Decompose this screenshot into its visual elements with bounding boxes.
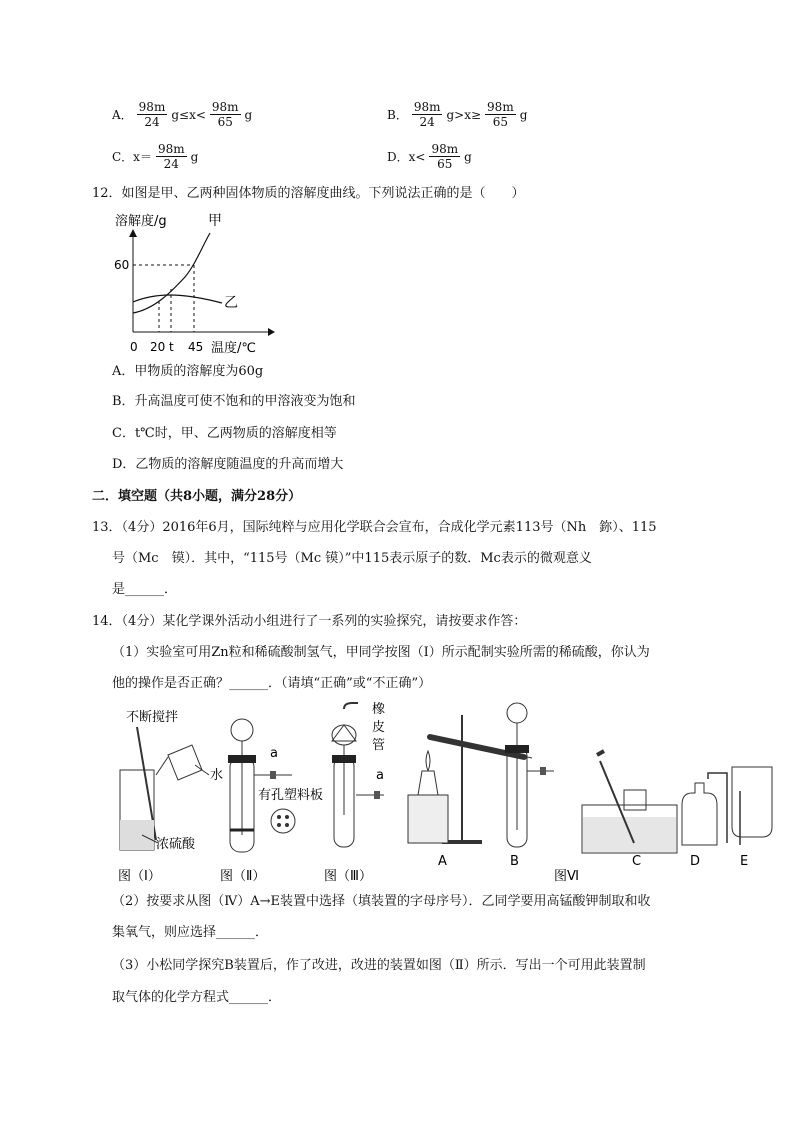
x-tick-0: 0 xyxy=(130,340,138,354)
label-yi: 乙 xyxy=(224,295,238,311)
option-label: B． xyxy=(387,108,408,122)
hole xyxy=(277,823,281,827)
pouring-beaker xyxy=(168,745,202,780)
q12-option-a: A．甲物质的溶解度为60g xyxy=(112,364,264,379)
label-stirring: 不断搅拌 xyxy=(126,710,179,725)
hole xyxy=(285,815,289,819)
y-axis-arrow xyxy=(129,229,137,237)
x-tick-45: 45 xyxy=(188,340,204,354)
x-tick-20: 20 xyxy=(150,340,166,354)
rubber-tube xyxy=(344,703,358,709)
x-axis-arrow xyxy=(268,328,275,336)
flame xyxy=(426,751,430,771)
denominator: 24 xyxy=(419,115,435,129)
option-text: g≤x< xyxy=(171,107,206,122)
q14-line3: 他的操作是否正确？______．（请填“正确”或“不正确”） xyxy=(112,676,432,691)
numerator: 98m xyxy=(487,100,514,114)
clamp-valve-3 xyxy=(374,791,380,799)
tube-end-c xyxy=(597,751,604,755)
option-label: A． xyxy=(112,108,133,122)
section-heading: 二．填空题（共8小题，满分28分） xyxy=(92,489,302,504)
gas-bottle-d xyxy=(682,783,717,845)
fig-3-sep-funnel xyxy=(324,701,385,884)
q12-stem: 12．如图是甲、乙两种固体物质的溶解度曲线。下列说法正确的是（ ） xyxy=(92,186,525,201)
pour-stream xyxy=(156,757,168,775)
fraction xyxy=(485,100,516,129)
label-jia: 甲 xyxy=(208,213,222,229)
apparatus-a xyxy=(408,715,532,869)
caption-e: E xyxy=(740,854,749,869)
hole xyxy=(285,823,289,827)
label-rubber-2: 皮 xyxy=(372,720,386,735)
q13-line3: 是______． xyxy=(112,582,178,597)
option-text: g xyxy=(519,107,528,122)
leader-water xyxy=(195,765,209,775)
q11-option-d xyxy=(387,142,472,171)
apparatus-b xyxy=(505,703,554,869)
q11-option-c xyxy=(112,142,198,171)
numerator: 98m xyxy=(431,142,459,156)
q13-line1: 13．（4分）2016年6月，国际纯粹与应用化学联合会宣布，合成化学元素113号（Nh 鉨）、115 xyxy=(92,520,657,535)
stopper-3 xyxy=(332,755,356,763)
stopper xyxy=(228,755,256,763)
apparatus-e xyxy=(732,767,772,869)
hole xyxy=(277,815,281,819)
label-a2: a xyxy=(376,768,384,783)
numerator: 98m xyxy=(211,100,239,114)
plate-detail xyxy=(271,809,295,833)
q12-option-c: C．t℃时，甲、乙两物质的溶解度相等 xyxy=(112,426,337,441)
option-label: D．x< xyxy=(387,150,426,164)
numerator: 98m xyxy=(413,100,441,114)
x-axis-label: 温度/℃ xyxy=(211,341,256,356)
q14-line7: 取气体的化学方程式______． xyxy=(112,990,282,1005)
caption-b: B xyxy=(510,854,519,869)
denominator: 24 xyxy=(163,157,179,171)
q14-line2: （1）实验室可用Zn粒和稀硫酸制氢气，甲同学按图（Ⅰ）所示配制实验所需的稀硫酸，你认为 xyxy=(112,645,650,660)
q12-option-b: B．升高温度可使不饱和的甲溶液变为饱和 xyxy=(112,394,356,409)
caption-fig2: 图（Ⅱ） xyxy=(220,869,266,884)
label-rubber-1: 橡 xyxy=(372,702,386,717)
solubility-curve-figure xyxy=(110,205,280,365)
fraction xyxy=(156,142,187,171)
apparatus-c xyxy=(582,751,677,869)
caption-a: A xyxy=(438,854,447,869)
q14-line1: 14．（4分）某化学课外活动小组进行了一系列的实验探究，请按要求作答： xyxy=(92,614,527,629)
q14-line5: 集氧气，则应选择______． xyxy=(112,925,269,940)
denominator: 65 xyxy=(492,115,509,129)
option-text: g xyxy=(464,149,472,164)
sep-funnel-bulb xyxy=(332,725,356,745)
fig-2-kipp-simple xyxy=(220,719,323,884)
stopper-b xyxy=(505,745,529,753)
option-label: C．x＝ xyxy=(112,150,152,164)
y-tick-60: 60 xyxy=(114,258,130,272)
denominator: 24 xyxy=(144,115,160,129)
label-rubber-3: 管 xyxy=(372,738,386,753)
caption-fig3: 图（Ⅲ） xyxy=(324,869,372,884)
fraction xyxy=(429,142,460,171)
caption-c: C xyxy=(632,854,642,869)
x-tick-t: t xyxy=(169,340,174,354)
gas-bottle-e xyxy=(732,767,772,837)
numerator: 98m xyxy=(157,142,185,156)
alcohol-lamp xyxy=(418,771,438,795)
acid-liquid xyxy=(120,820,154,850)
label-porous-plate: 有孔塑料板 xyxy=(258,788,324,803)
caption-d: D xyxy=(690,854,701,869)
fraction xyxy=(137,100,168,129)
q11-option-b xyxy=(387,100,527,129)
option-text: g>x≥ xyxy=(446,107,482,122)
apparatus-figure xyxy=(112,695,774,885)
valve-b xyxy=(540,767,546,775)
q12-option-d: D．乙物质的溶解度随温度的升高而增大 xyxy=(112,457,344,472)
caption-fig1: 图（Ⅰ） xyxy=(118,869,161,884)
collecting-bottle xyxy=(624,790,646,810)
q14-line6: （3）小松同学探究B装置后，作了改进，改进的装置如图（Ⅱ）所示．写出一个可用此装置制 xyxy=(112,958,646,973)
q13-line2: 号（Mc 镆）．其中，“115号（Mc 镆）”中115表示原子的数．Mc表示的微观意义 xyxy=(112,551,592,566)
option-text: g xyxy=(190,149,199,164)
y-axis-label: 溶解度/g xyxy=(115,214,167,229)
label-a1: a xyxy=(270,746,278,761)
clamp-valve xyxy=(270,771,276,779)
funnel-bulb-b xyxy=(507,703,527,723)
apparatus-d xyxy=(682,773,727,869)
curve-yi xyxy=(133,295,222,303)
denominator: 65 xyxy=(217,115,233,129)
fraction xyxy=(412,100,443,129)
numerator: 98m xyxy=(138,100,166,114)
wood-block xyxy=(408,795,448,843)
label-conc-acid: 浓硫酸 xyxy=(156,837,196,852)
caption-fig6: 图Ⅵ xyxy=(554,869,579,884)
q14-line4: （2）按要求从图（Ⅳ）A→E装置中选择（填装置的字母序号）．乙同学要用高锰酸钾制取和收 xyxy=(112,894,651,909)
option-text: g xyxy=(244,107,253,122)
fig-1-dilution xyxy=(118,709,223,884)
fraction xyxy=(210,100,241,129)
funnel-bulb xyxy=(231,719,253,741)
denominator: 65 xyxy=(437,157,453,171)
q11-option-a xyxy=(112,100,252,129)
label-water: 水 xyxy=(210,768,224,783)
